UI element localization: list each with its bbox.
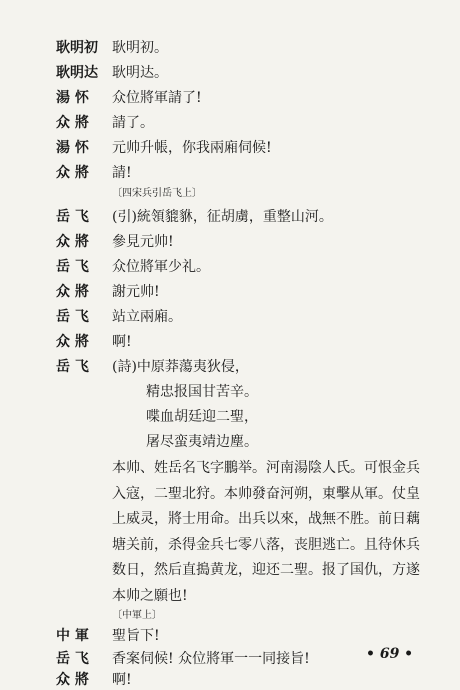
speaker-name: 耿明初 [56, 40, 98, 56]
dialogue-text: 众位將軍少礼。 [112, 259, 210, 275]
poem-text: 屠尽蛮夷靖边塵。 [146, 434, 258, 450]
speaker-name: 众 將 [56, 234, 89, 250]
dialogue-text: 啊! [112, 334, 132, 350]
dialogue-text: (引)統領貔貅，征胡虜，重整山河。 [112, 209, 333, 225]
speaker-name: 众 將 [56, 672, 89, 688]
dialogue-text: 香案伺候! 众位將軍一一同接旨! [112, 651, 310, 667]
speaker-name: 众 將 [56, 115, 89, 131]
speaker-name: 众 將 [56, 334, 89, 350]
speaker-name: 耿明达 [56, 65, 98, 81]
speaker-name: 岳 飞 [56, 259, 89, 275]
speaker-name: 湯 怀 [56, 140, 89, 156]
dialogue-text: 耿明初。 [112, 40, 168, 56]
dialogue-text: 元帅升帳，你我兩廂伺候! [112, 140, 272, 156]
dialogue-text: 參見元帅! [112, 234, 174, 250]
dialogue-text: 請! [112, 165, 132, 181]
speaker-name: 岳 飞 [56, 359, 89, 375]
speaker-name: 岳 飞 [56, 651, 89, 667]
dialogue-text: 謝元帅! [112, 284, 160, 300]
speaker-name: 中 軍 [56, 628, 89, 644]
dialogue-text: 聖旨下! [112, 628, 160, 644]
speaker-name: 湯 怀 [56, 90, 89, 106]
speaker-name: 岳 飞 [56, 309, 89, 325]
speaker-name: 岳 飞 [56, 209, 89, 225]
speaker-name: 众 將 [56, 284, 89, 300]
dialogue-text: 耿明达。 [112, 65, 168, 81]
dialogue-text: 請了。 [112, 115, 154, 131]
dialogue-text: 站立兩廂。 [112, 309, 182, 325]
speech-paragraph: 本帅、姓岳名飞字鵬举。河南湯陰人氏。可恨金兵入寇，二聖北狩。本帅發奋河朔，東擊从軍。仗皇上威灵，將士用命。出兵以來，战無不胜。前日藕塘关前，杀得金兵七零八落，丧胆逃亡。且待休兵数日，然后直搗黄龙，迎还二聖。报了国仇，方遂本帅之願也! [112, 460, 420, 604]
poem-text: 喋血胡廷迎二聖， [146, 409, 258, 425]
dialogue-text: (詩)中原莽蕩夷狄侵， [112, 359, 249, 375]
poem-text: 精忠报国甘苦辛。 [146, 384, 258, 400]
stage-direction-text: 〔中軍上〕 [112, 610, 162, 621]
speaker-name: 众 將 [56, 165, 89, 181]
dialogue-text: 啊! [112, 672, 132, 688]
stage-direction-text: 〔四宋兵引岳飞上〕 [112, 188, 202, 199]
dialogue-text: 众位將軍請了! [112, 90, 202, 106]
page-number: • 69 • [366, 646, 414, 662]
